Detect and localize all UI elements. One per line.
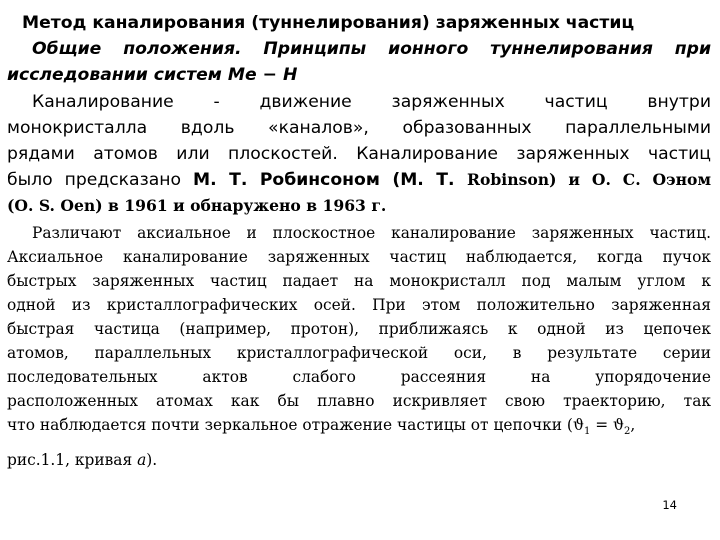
paragraph-definition [7, 89, 711, 219]
paragraph-line [7, 448, 711, 472]
author-names: М. Т. Робинсоном (М. Т. [192, 170, 468, 190]
subscript: 2 [624, 426, 631, 438]
page-title: Метод каналирования (туннелирования) заряженных частиц [22, 13, 635, 33]
text-run: , [630, 416, 636, 434]
page-number: 14 [662, 498, 677, 512]
paragraph-line: монокристалла вдоль «каналов», образованных параллельными [7, 118, 711, 138]
paragraph-line: быстрых заряженных частиц падает на монокристалл под малым углом к [7, 272, 711, 290]
subtitle-line: Общие положения. Принципы ионного туннелирования при [32, 39, 711, 59]
paragraph-line: Каналирование - движение заряженных частиц внутри [32, 92, 711, 112]
paragraph-line [7, 167, 711, 193]
paragraph-line: Аксиальное каналирование заряженных частиц наблюдается, когда пучок [7, 248, 711, 266]
text-run: рис.1.1, кривая [7, 451, 138, 470]
equals-sign: = [590, 416, 614, 434]
paragraph-line: расположенных атомах как бы плавно искривляет свою траекторию, так [7, 392, 711, 410]
text-run: было предсказано [7, 170, 193, 190]
text-run: что наблюдается почти зеркальное отражение частицы от цепочки ( [7, 416, 573, 434]
paragraph-line: Различают аксиальное и плоскостное каналирование заряженных частиц. [32, 224, 711, 242]
paragraph-line: рядами атомов или плоскостей. Каналирование заряженных частиц [7, 144, 711, 164]
text-run: ). [146, 451, 158, 470]
subscript: 1 [583, 426, 591, 438]
paragraph-line: быстрая частица (например, протон), приближаясь к одной из цепочек [7, 320, 711, 338]
subtitle-line: исследовании систем Ме − Н [7, 65, 298, 85]
paragraph-line: (О. S. Oen) в 1961 и обнаружено в 1963 г. [7, 196, 387, 215]
paragraph-line: одной из кристаллографических осей. При этом положительно заряженная [7, 296, 711, 314]
theta-symbol: ϑ [572, 416, 584, 434]
section-subtitle [7, 36, 711, 88]
theta-symbol: ϑ [613, 416, 625, 434]
paragraph-line: атомов, параллельных кристаллографической оси, в результате серии [7, 344, 711, 362]
paragraph-line [7, 413, 711, 444]
paragraph-line: последовательных актов слабого рассеяния на упорядочение [7, 368, 711, 386]
curve-label: а [137, 451, 147, 470]
paragraph-axial-channeling [7, 221, 711, 472]
author-names: Robinson) и О. С. Оэном [467, 170, 711, 189]
